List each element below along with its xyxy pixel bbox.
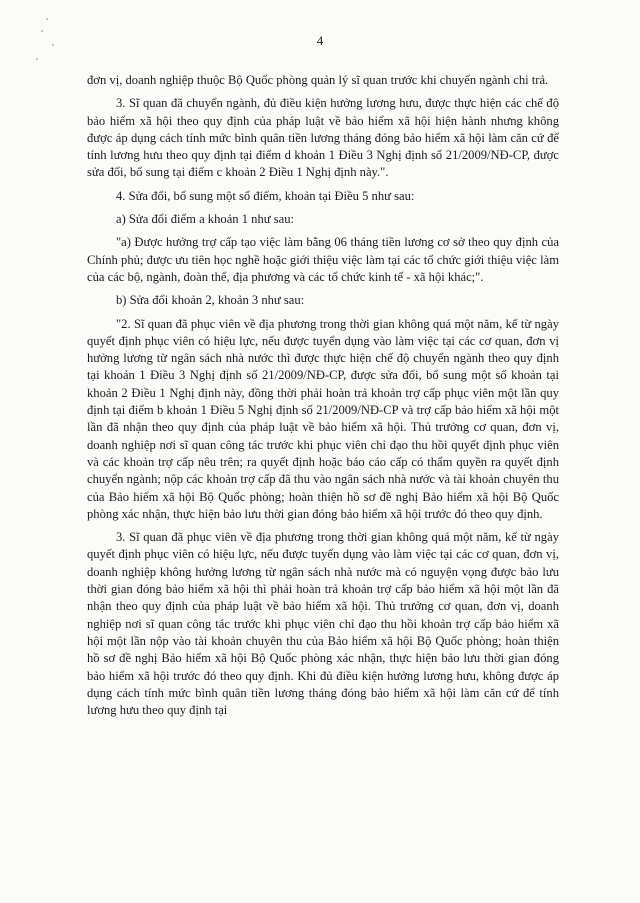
paragraph-point-a-text: "a) Được hưởng trợ cấp tạo việc làm bằng 06 tháng tiền lương cơ sở theo quy định của Chính phủ; được ưu tiên học nghề hoặc giới thiệu việc làm tại các tổ chức giới thiệu việc làm của các bộ, ngành, đoàn thể, địa phương và các tổ chức kinh tế - xã hội khác;". bbox=[87, 235, 559, 284]
scan-speck bbox=[36, 58, 38, 60]
paragraph-amend-point-a: a) Sửa đổi điểm a khoản 1 như sau: bbox=[116, 212, 295, 227]
paragraph-amend-point-b: b) Sửa đổi khoản 2, khoản 3 như sau: bbox=[116, 293, 305, 308]
scan-speck bbox=[46, 18, 48, 20]
scan-speck bbox=[41, 30, 43, 32]
document-body bbox=[87, 72, 559, 725]
paragraph-continuation: đơn vị, doanh nghiệp thuộc Bộ Quốc phòng quản lý sĩ quan trước khi chuyển ngành chi trả. bbox=[87, 73, 549, 87]
paragraph-clause-3-text: 3. Sĩ quan đã phục viên về địa phương trong thời gian không quá một năm, kể từ ngày quyết định phục viên có hiệu lực, nếu được tuyển dụng vào làm việc tại các cơ quan, đơn vị, doanh nghiệp không hưởng lương từ ngân sách nhà nước mà có nguyện vọng được bảo lưu thời gian đóng bảo hiểm xã hội thì phải hoàn trả khoản trợ cấp bảo hiểm xã hội một lần đã nhận theo quy định của pháp luật về bảo hiểm xã hội. Thủ trưởng cơ quan, đơn vị, doanh nghiệp nơi sĩ quan công tác trước khi phục viên chỉ đạo thu hồi khoản trợ cấp bảo hiểm xã hội một lần nộp vào tài khoản chuyên thu của Bảo hiểm xã hội Bộ Quốc phòng; hoàn thiện hồ sơ đề nghị Bảo hiểm xã hội Bộ Quốc phòng xác nhận, thực hiện bảo lưu thời gian đóng bảo hiểm xã hội trước đó theo quy định. Khi đủ điều kiện hưởng lương hưu, không được áp dụng cách tính mức bình quân tiền lương tháng đóng bảo hiểm xã hội làm căn cứ để tính lương hưu theo quy định tại bbox=[87, 530, 559, 718]
paragraph-clause-2-text: "2. Sĩ quan đã phục viên về địa phương trong thời gian không quá một năm, kể từ ngày quyết định phục viên có hiệu lực, nếu được tuyển dụng vào làm việc tại các cơ quan, đơn vị hưởng lương từ ngân sách nhà nước thì được thực hiện chế độ chuyển ngành theo quy định tại khoản 1 Điều 3 Nghị định số 21/2009/NĐ-CP, được sửa đổi, bổ sung một số khoản tại khoản 2 Điều 1 Nghị định này, đồng thời phải hoàn trả khoản trợ cấp phục viên một lần quy định tại điểm b khoản 1 Điều 5 Nghị định số 21/2009/NĐ-CP và trợ cấp bảo hiểm xã hội một lần đã nhận theo quy định của pháp luật về bảo hiểm xã hội. Thủ trưởng cơ quan, đơn vị, doanh nghiệp nơi sĩ quan công tác trước khi phục viên chỉ đạo thu hồi quyết định phục viên và các khoản trợ cấp nêu trên; ra quyết định hoặc báo cáo cấp có thẩm quyền ra quyết định chuyển ngành; nộp các khoản trợ cấp đã thu vào ngân sách nhà nước và tài khoản chuyên thu của Bảo hiểm xã hội Bộ Quốc phòng; hoàn thiện hồ sơ đề nghị Bảo hiểm xã hội Bộ Quốc phòng xác nhận, thực hiện bảo lưu thời gian đóng bảo hiểm xã hội trước đó theo quy định. bbox=[87, 316, 559, 521]
paragraph-clause-3: 3. Sĩ quan đã chuyển ngành, đủ điều kiện hưởng lương hưu, được thực hiện các chế độ bảo hiểm xã hội theo quy định của pháp luật về bảo hiểm xã hội hiện hành nhưng không được áp dụng cách tính mức bình quân tiền lương tháng đóng bảo hiểm xã hội làm căn cứ để tính lương hưu theo quy định tại điểm d khoản 1 Điều 3 Nghị định số 21/2009/NĐ-CP, được sửa đổi, bổ sung tại điểm c khoản 2 Điều 1 Nghị định này.". bbox=[87, 96, 559, 180]
page-number: 4 bbox=[316, 33, 324, 48]
paragraph-amend-article-5: 4. Sửa đổi, bổ sung một số điểm, khoản tại Điều 5 như sau: bbox=[116, 188, 415, 203]
